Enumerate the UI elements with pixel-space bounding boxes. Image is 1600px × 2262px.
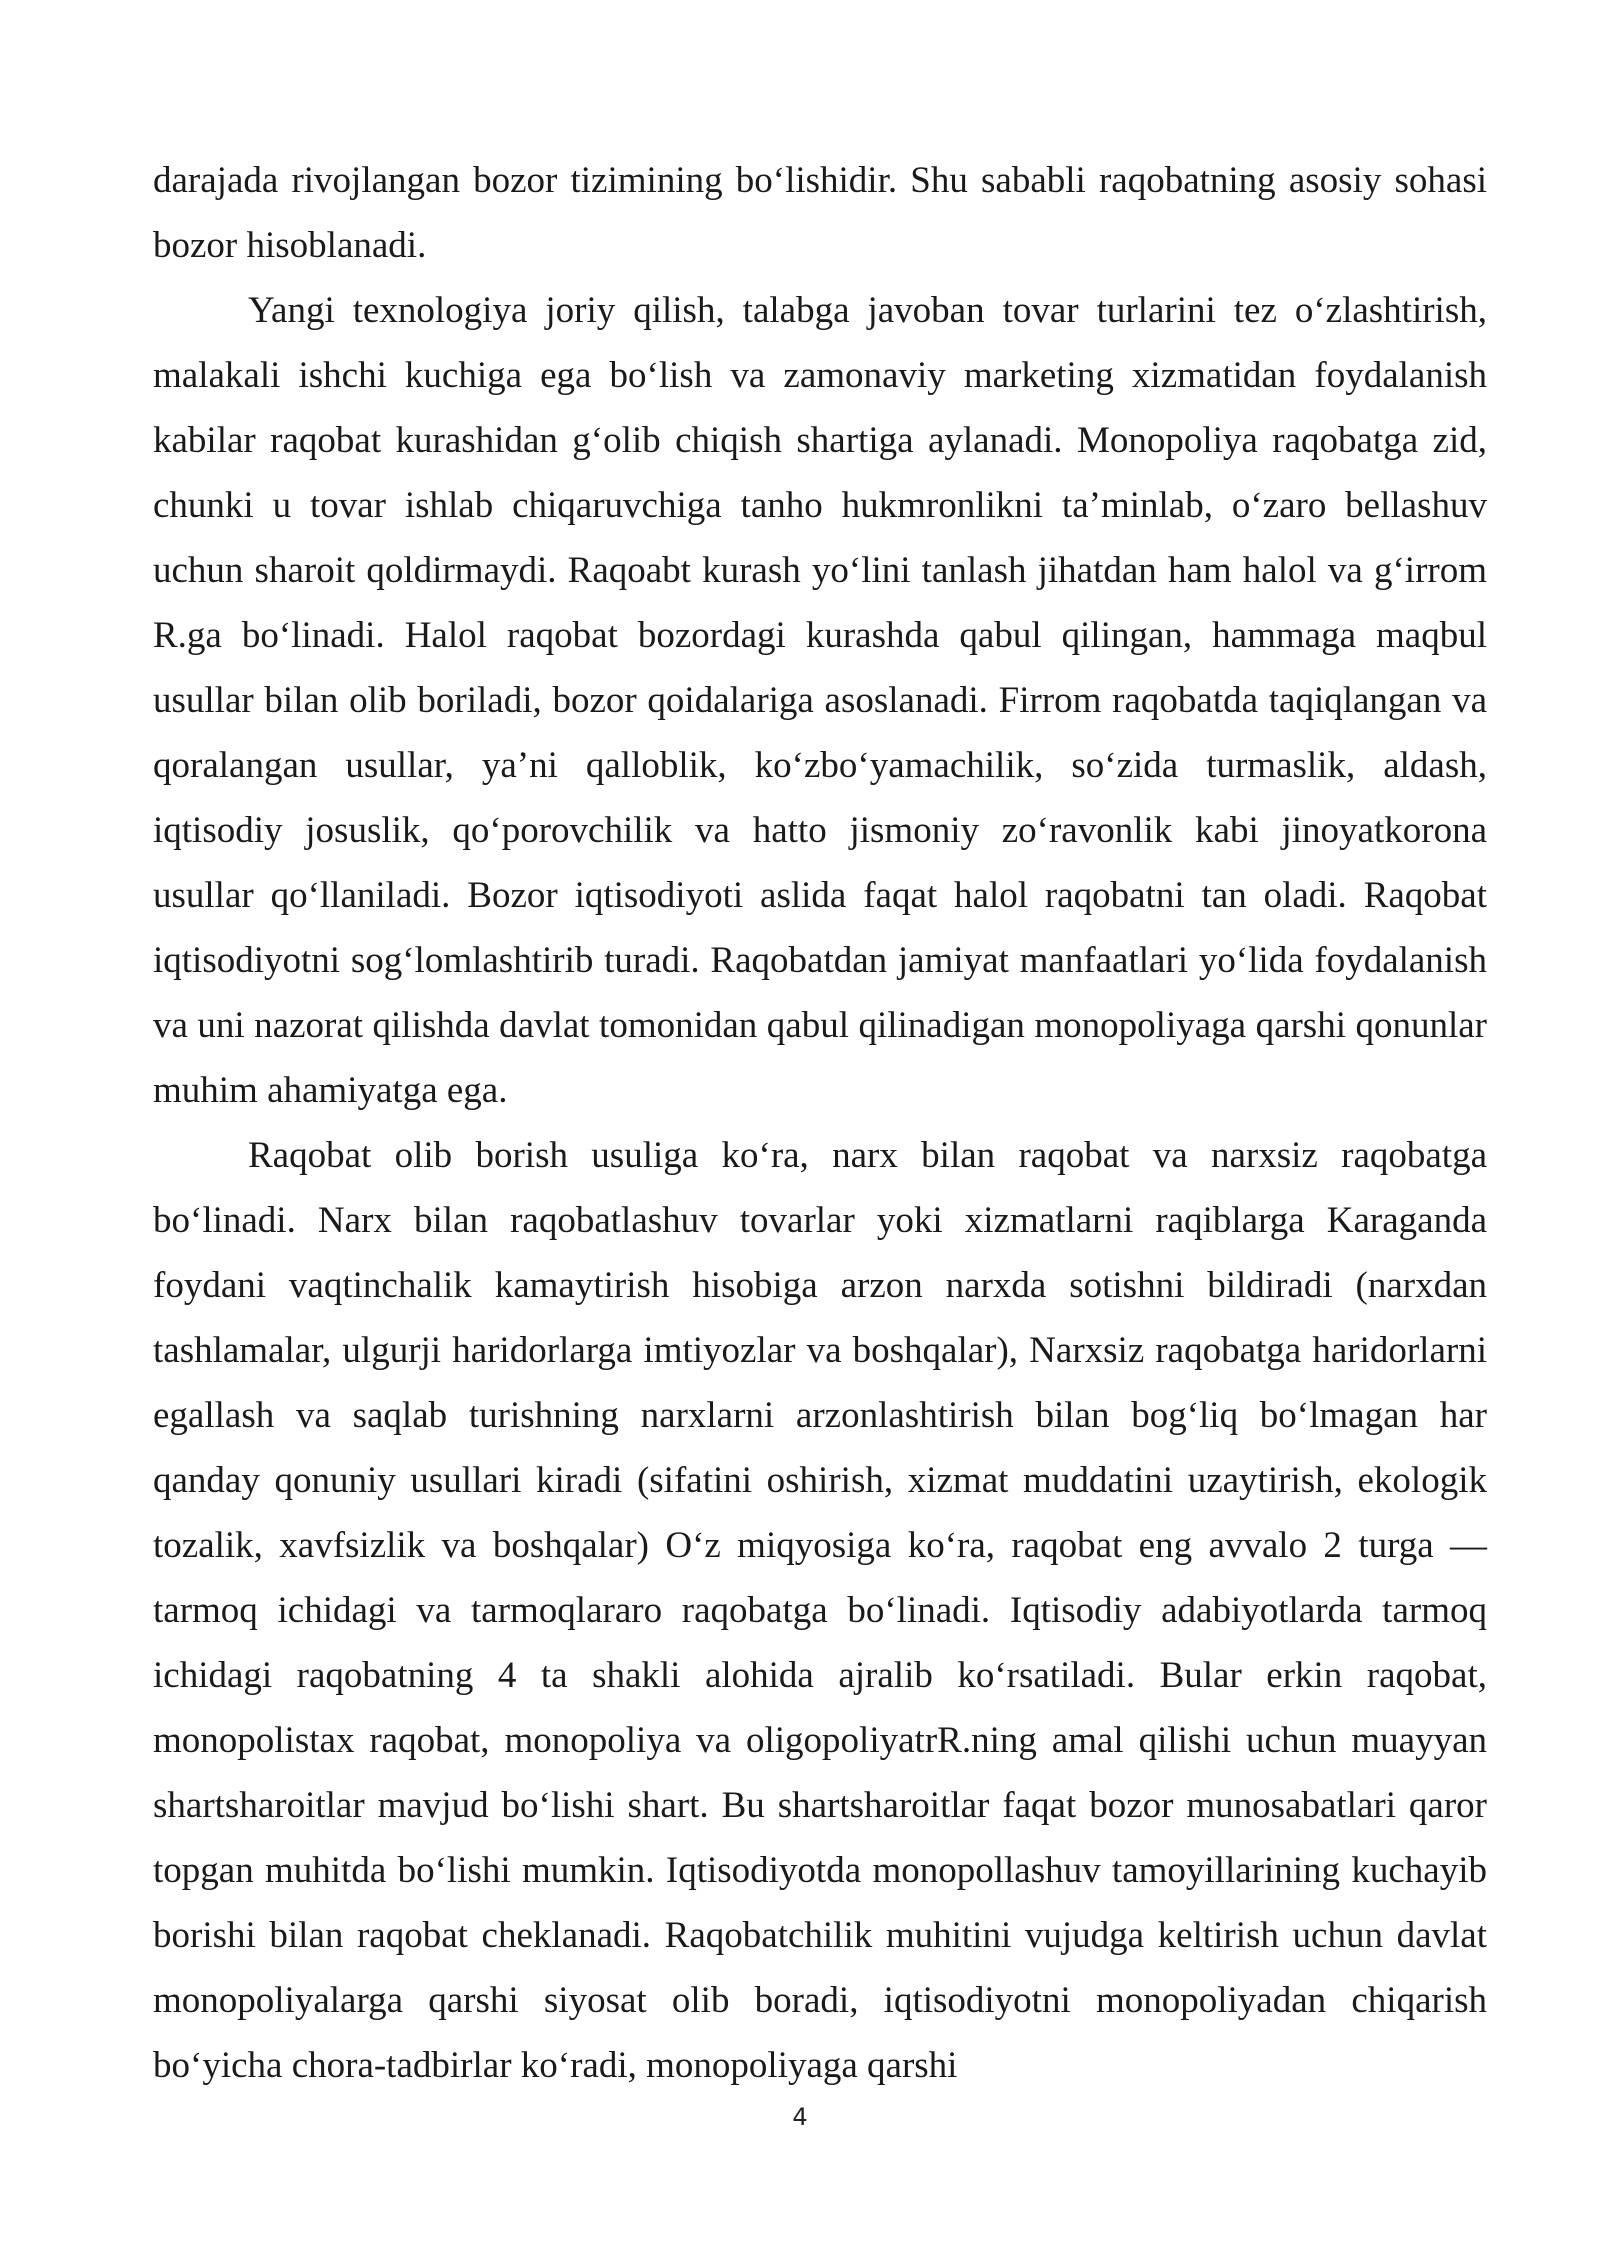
paragraph-fair-competition: Yangi texnologiya joriy qilish, talabga javoban tovar turlarini tez o‘zlashtirish, malakali ishchi kuchiga ega bo‘lish va zamonaviy marketing xizmatidan foydalanish kabilar raqobat kurashidan g‘olib chiqish shartiga aylanadi. Monopoliya raqobatga zid, chunki u tovar ishlab chiqaruvchiga tanho hukmronlikni ta’minlab, o‘zaro bellashuv uchun sharoit qoldirmaydi. Raqoabt kurash yo‘lini tanlash jihatdan ham halol va g‘irrom R.ga bo‘linadi. Halol raqobat bozordagi kurashda qabul qilingan, hammaga maqbul usullar bilan olib boriladi, bozor qoidalariga asoslanadi. Firrom raqobatda taqiqlangan va qoralangan usullar, ya’ni qalloblik, ko‘zbo‘yamachilik, so‘zida turmaslik, aldash, iqtisodiy josuslik, qo‘porovchilik va hatto jismoniy zo‘ravonlik kabi jinoyatkorona usullar qo‘llaniladi. Bozor iqtisodiyoti aslida faqat halol raqobatni tan oladi. Raqobat iqtisodiyotni sog‘lomlashtirib turadi. Raqobatdan jamiyat manfaatlari yo‘lida foydalanish va uni nazorat qilishda davlat tomonidan qabul qilinadigan monopoliyaga qarshi qonunlar muhim ahamiyatga ega.	[153, 290, 1487, 1111]
paragraph-continuation: darajada rivojlangan bozor tizimining bo‘lishidir. Shu sababli raqobatning asosiy sohasi bozor hisoblanadi.	[153, 160, 1487, 266]
page-number: 4	[792, 2103, 808, 2131]
paragraph-price-competition: Raqobat olib borish usuliga ko‘ra, narx bilan raqobat va narxsiz raqobatga bo‘linadi. Narx bilan raqobatlashuv tovarlar yoki xizmatlarni raqiblarga Karaganda foydani vaqtinchalik kamaytirish hisobiga arzon narxda sotishni bildiradi (narxdan tashlamalar, ulgurji haridorlarga imtiyozlar va boshqalar), Narxsiz raqobatga haridorlarni egallash va saqlab turishning narxlarni arzonlashtirish bilan bog‘liq bo‘lmagan har qanday qonuniy usullari kiradi (sifatini oshirish, xizmat muddatini uzaytirish, ekologik tozalik, xavfsizlik va boshqalar) O‘z miqyosiga ko‘ra, raqobat eng avvalo 2 turga — tarmoq ichidagi va tarmoqlararo raqobatga bo‘linadi. Iqtisodiy adabiyotlarda tarmoq ichidagi raqobatning 4 ta shakli alohida ajralib ko‘rsatiladi. Bular erkin raqobat, monopolistax raqobat, monopoliya va oligopoliyatrR.ning amal qilishi uchun muayyan shartsharoitlar mavjud bo‘lishi shart. Bu shartsharoitlar faqat bozor munosabatlari qaror topgan muhitda bo‘lishi mumkin. Iqtisodiyotda monopollashuv tamoyillarining kuchayib borishi bilan raqobat cheklanadi. Raqobatchilik muhitini vujudga keltirish uchun davlat monopoliyalarga qarshi siyosat olib boradi, iqtisodiyotni monopoliyadan chiqarish bo‘yicha chora-tadbirlar ko‘radi, monopoliyaga qarshi	[153, 1135, 1487, 2086]
body-text	[153, 148, 1487, 2098]
